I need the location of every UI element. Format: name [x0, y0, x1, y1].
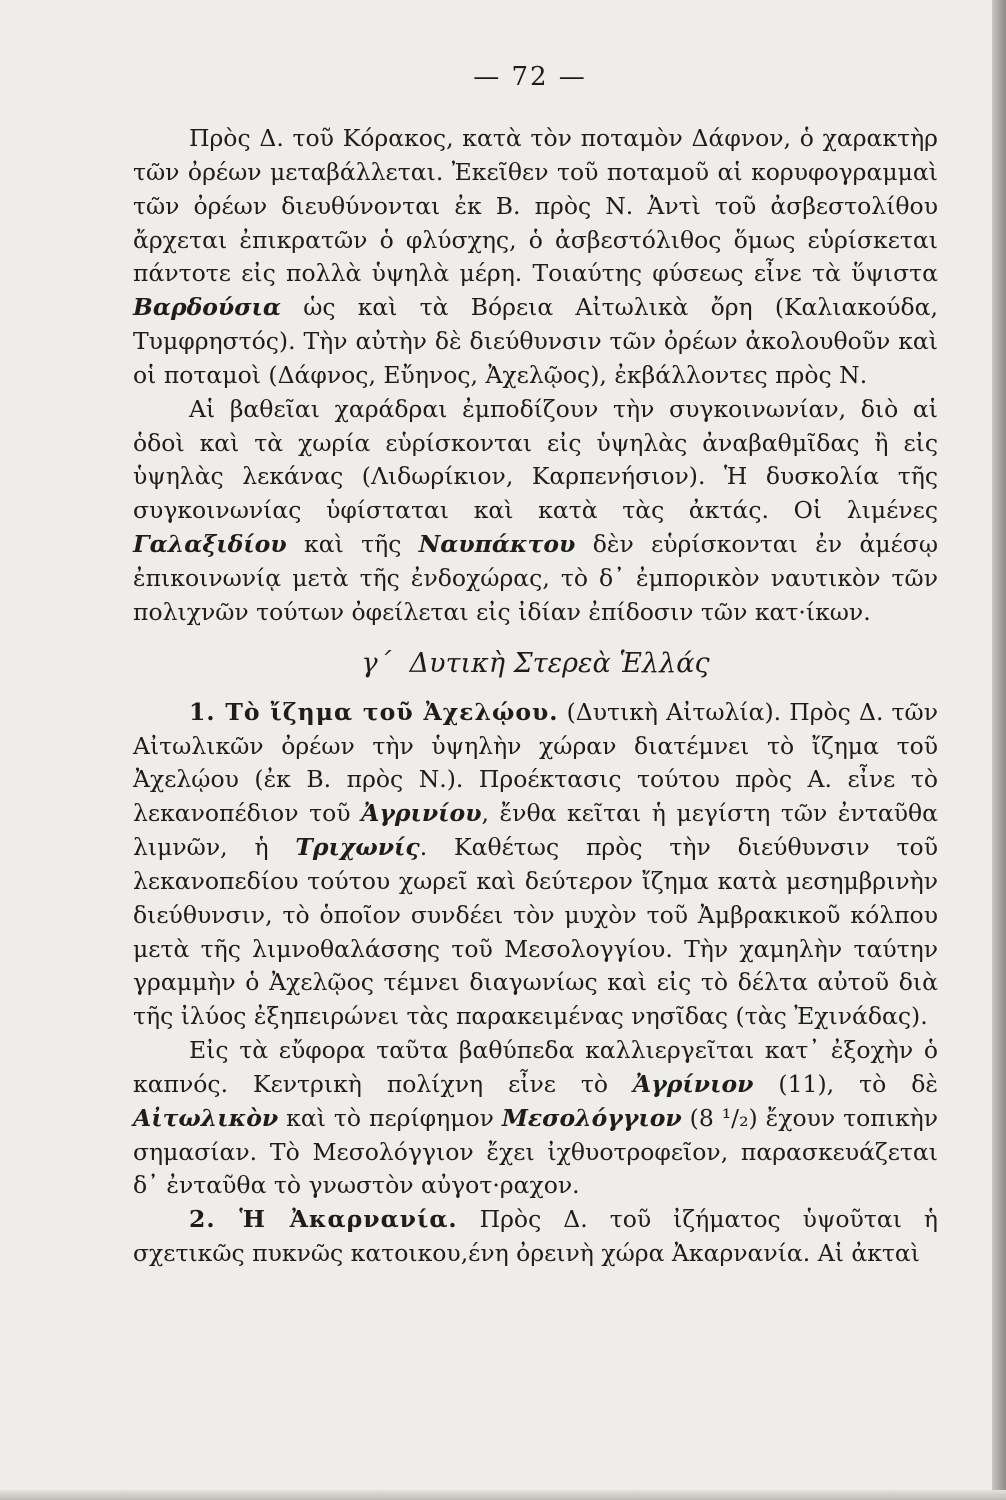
paragraph-akarnania: 2. Ἡ Ἀκαρνανία. Πρὸς Δ. τοῦ ἰζήματος ὑψοῦται ἡ σχετικῶς πυκνῶς κατοικου,ένη ὀρεινὴ χώρα Ἀκαρνανία. Αἱ ἀκταὶ	[133, 1205, 938, 1268]
section-number: γ΄	[361, 647, 392, 679]
place-name: Μεσολόγγιον	[501, 1103, 682, 1132]
place-name: Τριχωνίς	[295, 833, 420, 862]
body-text	[133, 122, 938, 1271]
paragraph-tobacco: Εἰς τὰ εὔφορα ταῦτα βαθύπεδα καλλιεργεῖται κατ᾿ ἐξοχὴν ὁ καπνός. Κεντρικὴ πολίχνη εἶνε τὸ Ἀγρίνιον (11), τὸ δὲ Αἰτωλικὸν καὶ τὸ περίφημον Μεσολόγγιον (8 ¹/₂) ἔχουν τοπικὴν σημασίαν. Τὸ Μεσολόγγιον ἔχει ἰχθυοτροφεῖον, παρασκευάζεται δ᾿ ἐνταῦθα τὸ γνωστὸν αὐγοτ·ραχον.	[133, 1036, 938, 1200]
page-edge-shadow	[992, 0, 1006, 1500]
place-name: Γαλαξιδίου	[133, 530, 287, 559]
place-name: Βαρδούσια	[133, 293, 282, 322]
paragraph-ravines: Αἱ βαθεῖαι χαράδραι ἐμποδίζουν τὴν συγκοινωνίαν, διὸ αἱ ὁδοὶ καὶ τὰ χωρία εὑρίσκονται εἰς ὑψηλὰς ἀναβαθμῖδας ἢ εἰς ὑψηλὰς λεκάνας (Λιδωρίκιον, Καρπενήσιον). Ἡ δυσκολία τῆς συγκοινωνίας ὑφίσταται καὶ κατὰ τὰς ἀκτάς. Οἱ λιμένες Γαλαξιδίου καὶ τῆς Ναυπάκτου δὲν εὑρίσκονται ἐν ἀμέσῳ ἐπικοινωνίᾳ μετὰ τῆς ἐνδοχώρας, τὸ δ᾿ ἐμπορικὸν ναυτικὸν τῶν πολιχνῶν τούτων ὀφείλεται εἰς ἰδίαν ἐπίδοσιν τῶν κατ·ίκων.	[133, 394, 938, 626]
subsection-title: 2. Ἡ Ἀκαρνανία.	[189, 1205, 458, 1234]
subsection-title: 1. Τὸ ἴζημα τοῦ Ἀχελῴου.	[189, 697, 559, 726]
paragraph-korax: Πρὸς Δ. τοῦ Κόρακος, κατὰ τὸν ποταμὸν Δάφνον, ὁ χαρακτὴρ τῶν ὀρέων μεταβάλλεται. Ἐκεῖθεν τοῦ ποταμοῦ αἱ κορυφογραμμαὶ τῶν ὀρέων διευθύνονται ἐκ Β. πρὸς Ν. Ἀντὶ τοῦ ἀσβεστολίθου ἄρχεται ἐπικρατῶν ὁ φλύσχης, ὁ ἀσβεστόλιθος ὅμως εὑρίσκεται πάντοτε εἰς πολλὰ ὑψηλὰ μέρη. Τοιαύτης φύσεως εἶνε τὰ ὕψιστα Βαρδούσια ὡς καὶ τὰ Βόρεια Αἰτωλικὰ ὄρη (Καλιακούδα, Τυμφρηστός). Τὴν αὐτὴν δὲ διεύθυνσιν τῶν ὀρέων ἀκολουθοῦν καὶ οἱ ποταμοὶ (Δάφνος, Εὔηνος, Ἀχελῷος), ἐκβάλλοντες πρὸς Ν.	[133, 124, 938, 389]
section-title: Δυτικὴ Στερεὰ Ἑλλάς	[409, 647, 710, 679]
place-name: Ναυπάκτου	[418, 530, 576, 559]
page-bottom-shadow	[0, 1490, 1006, 1500]
page-number: — 72 —	[473, 62, 587, 92]
place-name: Ἀγρίνιον	[633, 1069, 754, 1098]
section-heading	[143, 642, 938, 686]
paragraph-acheloos: 1. Τὸ ἴζημα τοῦ Ἀχελῴου. (Δυτικὴ Αἰτωλία). Πρὸς Δ. τῶν Αἰτωλικῶν ὀρέων τὴν ὑψηλὴν χώραν διατέμνει τὸ ἴζημα τοῦ Ἀχελῴου (ἐκ Β. πρὸς Ν.). Προέκτασις τούτου πρὸς Α. εἶνε τὸ λεκανοπέδιον τοῦ Ἀγρινίου, ἔνθα κεῖται ἡ μεγίστη τῶν ἐνταῦθα λιμνῶν, ἡ Τριχωνίς. Καθέτως πρὸς τὴν διεύθυνσιν τοῦ λεκανοπεδίου τούτου χωρεῖ καὶ δεύτερον ἴζημα κατὰ μεσημβρινὴν διεύθυνσιν, τὸ ὁποῖον συνδέει τὸν μυχὸν τοῦ Ἀμβρακικοῦ κόλπου μετὰ τῆς λιμνοθαλάσσης τοῦ Μεσολογγίου. Τὴν χαμηλὴν ταύτην γραμμὴν ὁ Ἀχελῷος τέμνει διαγωνίως καὶ εἰς τὸ δέλτα αὐτοῦ διὰ τῆς ἰλύος ἐξηπειρώνει τὰς παρακειμένας νησῖδας (τὰς Ἐχινάδας).	[133, 697, 938, 1031]
place-name: Ἀγρινίου	[361, 799, 482, 828]
place-name: Αἰτωλικὸν	[133, 1103, 279, 1132]
